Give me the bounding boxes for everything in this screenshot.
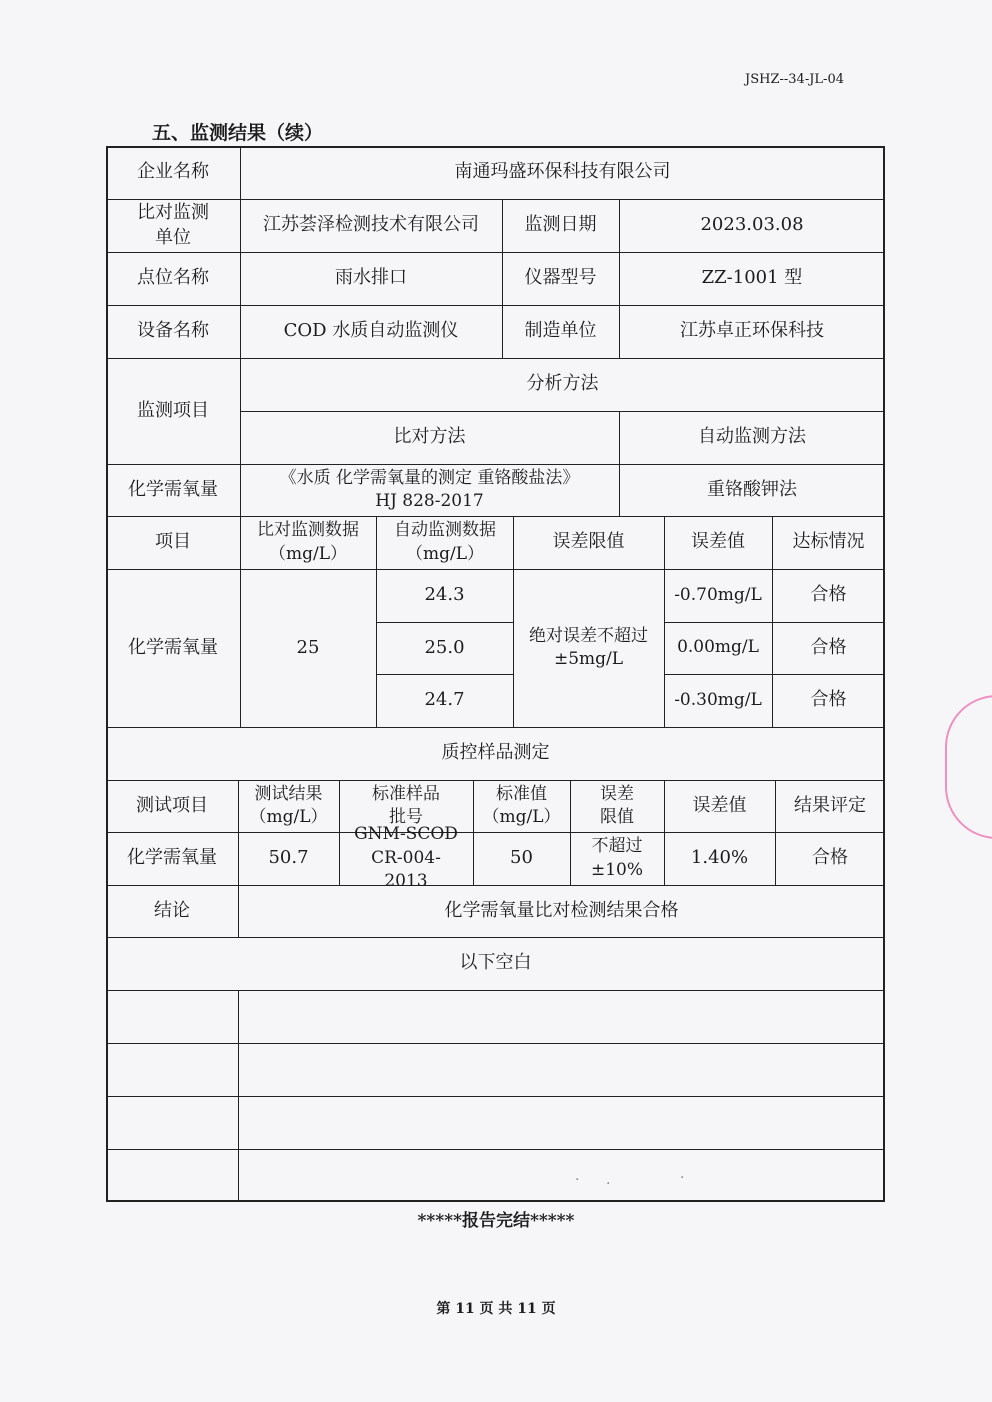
col-divider [570,780,571,885]
auto-method-label: 自动监测方法 [698,426,806,448]
compare-unit-label: 比对监测单位 [137,201,209,248]
results-item-name: 化学需氧量 [128,636,218,658]
compare-unit-value: 江苏荟泽检测技术有限公司 [263,214,479,236]
results-status-1: 合格 [810,584,847,606]
instrument-model-label: 仪器型号 [524,267,597,289]
compare-method-value [240,464,619,516]
compare-method-label: 比对方法 [393,426,466,448]
results-auto-value-3: 24.7 [424,689,465,711]
monitor-date-label: 监测日期 [524,214,597,236]
dot-mark: · [575,1172,580,1188]
results-header-limit: 误差限值 [552,531,625,553]
results-header-error: 误差值 [691,531,745,553]
results-header-item: 项目 [155,531,191,553]
qc-item-name: 化学需氧量 [127,847,217,869]
results-status-3: 合格 [810,689,847,711]
monitor-date-value: 2023.03.08 [700,214,804,236]
results-header-auto: 自动监测数据（mg/L） [394,520,496,564]
compare-method-line1: 《水质 化学需氧量的测定 重铬酸盐法》 [279,467,580,488]
results-error-3: -0.30mg/L [674,689,762,710]
qc-batch-value: GNM-SCOD CR-004-2013 [354,824,458,892]
col-divider [339,780,340,885]
device-value: COD 水质自动监测仪 [283,320,459,342]
qc-header-limit: 误差限值 [600,783,634,827]
compare-method-line2: HJ 828-2017 [375,491,484,511]
qc-header-error: 误差值 [692,794,747,816]
blank-note: 以下空白 [459,952,532,974]
qc-header-item: 测试项目 [136,794,208,816]
site-value: 雨水排口 [335,267,407,289]
method-item-name: 化学需氧量 [128,478,218,500]
results-error-1: -0.70mg/L [674,584,762,605]
company-label: 企业名称 [137,161,209,183]
qc-error-value: 1.40% [690,847,749,869]
section-title: 五、监测结果（续） [152,122,324,144]
conclusion-value: 化学需氧量比对检测结果合格 [444,899,679,921]
conclusion-label: 结论 [154,899,190,921]
results-status-2: 合格 [810,636,847,658]
dot-mark: · [606,1176,611,1192]
results-header-status: 达标情况 [792,531,865,553]
qc-header-standard: 标准值（mg/L） [482,783,561,827]
monitor-item-label: 监测项目 [137,399,209,421]
qc-header-evaluation: 结果评定 [794,794,866,816]
company-value: 南通玛盛环保科技有限公司 [454,161,671,183]
qc-result-value: 50.7 [268,847,309,869]
qc-header-batch: 标准样品批号 [372,783,440,827]
report-end-note: *****报告完结***** [417,1211,575,1231]
site-label: 点位名称 [137,267,209,289]
auto-method-value: 重铬酸钾法 [707,478,797,500]
dot-mark: · [680,1170,685,1186]
results-header-compare: 比对监测数据（mg/L） [257,520,359,564]
device-label: 设备名称 [137,320,209,342]
results-error-2: 0.00mg/L [677,637,759,658]
results-compare-value: 25 [296,636,320,658]
col-divider [238,990,239,1202]
qc-evaluation-value: 合格 [812,847,848,869]
maker-label: 制造单位 [524,320,597,342]
row-divider [106,1096,885,1097]
qc-header-result: 测试结果（mg/L） [249,783,328,827]
results-limit-value: 绝对误差不超过±5mg/L [529,625,648,669]
instrument-model-value: ZZ-1001 型 [701,267,803,289]
results-auto-value-1: 24.3 [424,584,465,606]
page-number: 第 11 页 共 11 页 [436,1301,556,1317]
qc-standard-value: 50 [510,847,533,869]
row-divider [106,1043,885,1044]
maker-value: 江苏卓正环保科技 [680,320,824,342]
row-divider [106,990,885,991]
qc-title: 质控样品测定 [441,742,550,764]
analysis-method-label: 分析方法 [526,373,599,395]
qc-limit-value: 不超过±10% [590,836,644,880]
row-divider [106,1149,885,1150]
document-code: JSHZ--34-JL-04 [745,72,844,87]
results-auto-value-2: 25.0 [424,636,465,658]
